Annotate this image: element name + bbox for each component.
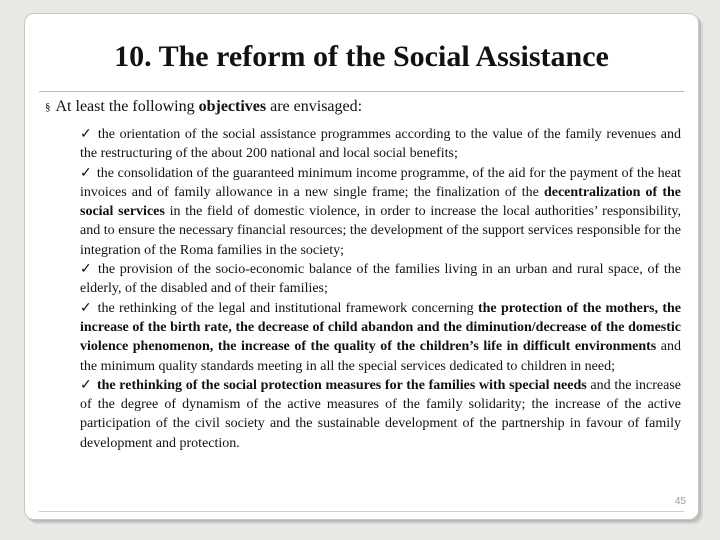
intro-text-pre: At least the following bbox=[55, 98, 199, 115]
objective-text: development of the support services responsible for the integration of the Roma families in the society; bbox=[80, 223, 682, 258]
objective-text: and the minimum quality standards meeting in all the special services dedicated to children in need; bbox=[80, 339, 681, 374]
checkmark-icon: ✓ bbox=[80, 165, 92, 181]
objective-text: the orientation of the social assistance programmes according to the value of the family revenues and the restructuring of the about 200 national and local social benefits; bbox=[80, 127, 681, 162]
square-bullet-icon: § bbox=[45, 101, 51, 113]
title-divider bbox=[39, 91, 684, 92]
intro-text-bold: objectives bbox=[198, 98, 267, 115]
objective-text: the provision of the socio-economic balance of the families living in an urban and rural space, of the elderly, of the disabled and of their families; bbox=[80, 262, 681, 297]
page-number: 45 bbox=[674, 496, 686, 507]
intro-text-post: are envisaged: bbox=[266, 98, 363, 115]
bottom-divider bbox=[39, 511, 684, 512]
checkmark-icon: ✓ bbox=[80, 127, 93, 142]
objective-text: in the field of domestic violence, in order to increase the local authorities’ responsibility, and to ensure the necessary financial resources; the bbox=[80, 204, 681, 239]
objective-text: guaranteed minimum income programme, of the aid for the payment of the heat invoices and of family allowance in a new single frame; bbox=[80, 165, 681, 200]
objective-item bbox=[80, 125, 681, 164]
objective-item bbox=[80, 299, 681, 376]
objective-text-bold: the rethinking of the social protection measures for the families with special needs bbox=[96, 377, 587, 393]
checkmark-icon: ✓ bbox=[80, 300, 93, 316]
intro-line bbox=[45, 97, 688, 117]
objective-item bbox=[80, 164, 681, 260]
objective-text: the rethinking of the legal and institutional framework concerning bbox=[97, 300, 478, 316]
checkmark-icon: ✓ bbox=[80, 262, 93, 278]
objective-text-bold: the protection of the mothers, the increase of the birth rate, the decrease of child abandon and the diminution/decrease of the domestic violence phenomenon, the increase of the quality of the children’s life in difficult environments bbox=[80, 300, 681, 355]
objective-text: and the increase of the degree of dynamism of the active measures of the family solidarity; the increase of the active participation of the civil society and the sustainable development of the partnership in favour of family development and protection. bbox=[80, 377, 681, 451]
objective-text: the finalization of the bbox=[408, 184, 544, 200]
objective-item bbox=[80, 376, 681, 453]
slide-title: 10. The reform of the Social Assistance bbox=[114, 40, 609, 73]
objectives-list bbox=[80, 125, 681, 453]
objective-item bbox=[80, 260, 681, 299]
objective-text: the consolidation of the bbox=[96, 165, 233, 181]
objective-text-bold: decentralization of the social services bbox=[80, 184, 681, 220]
slide bbox=[24, 13, 699, 520]
checkmark-icon: ✓ bbox=[80, 377, 92, 393]
